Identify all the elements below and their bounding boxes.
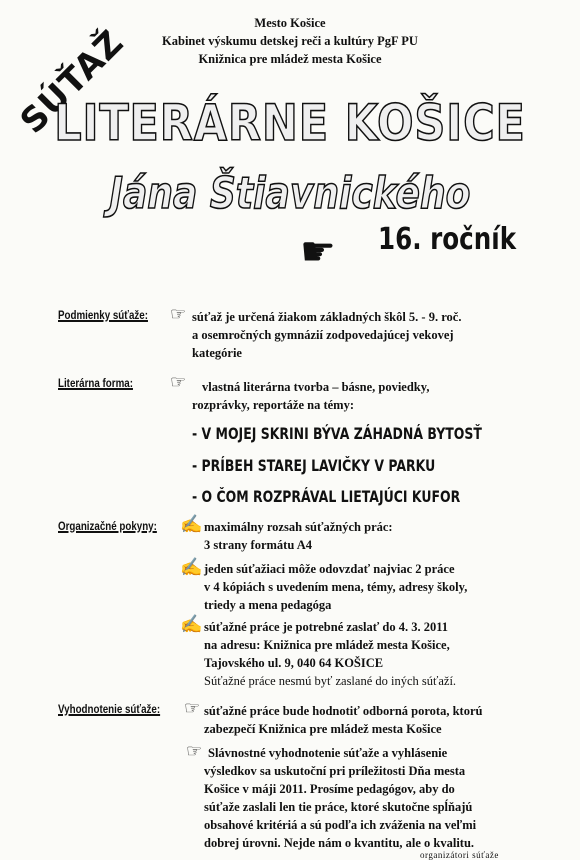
eval2-line-2: výsledkov sa uskutoční pri príležitosti Dňa mesta [204, 764, 466, 778]
instr3-line-3: Tajovského ul. 9, 040 64 KOŠICE [204, 656, 384, 670]
instr1-line-1: maximálny rozsah súťažných prác: [204, 520, 393, 534]
pointing-hand-icon: ☞ [184, 698, 201, 718]
instr2-line-3: triedy a mena pedagóga [204, 598, 332, 612]
conditions-line-2: a osemročných gymnázií zodpovedajúcej vekovej [192, 328, 454, 342]
conditions-line-1: súťaž je určená žiakom základných škôl 5. - 9. roč. [192, 310, 462, 324]
writing-hand-icon: ✍ [180, 614, 203, 634]
edition-label: 16. ročník [378, 222, 517, 257]
topic-2: - PRÍBEH STAREJ LAVIČKY V PARKU [192, 456, 436, 475]
topic-1: - V MOJEJ SKRINI BÝVA ZÁHADNÁ BYTOSŤ [192, 424, 482, 443]
eval2-line-1: Slávnostné vyhodnotenie súťaže a vyhlásenie [208, 746, 448, 760]
evaluation-label: Vyhodnotenie súťaže: [58, 704, 161, 716]
header-cabinet: Kabinet výskumu detskej reči a kultúry PgF PU [162, 34, 418, 48]
form-line-1: vlastná literárna tvorba – básne, poviedky, [202, 380, 430, 394]
conditions-line-3: kategórie [192, 346, 242, 360]
conditions-label: Podmienky súťaže: [58, 310, 148, 322]
header-library: Knižnica pre mládež mesta Košice [198, 52, 382, 66]
instr1-line-2: 3 strany formátu A4 [204, 538, 312, 552]
pointing-hand-icon: ☞ [170, 304, 187, 324]
eval2-line-4: súťaže zaslali len tie práce, ktoré skutočne spĺňajú [204, 800, 473, 814]
topic-3: - O ČOM ROZPRÁVAL LIETAJÚCI KUFOR [192, 487, 461, 506]
header-city: Mesto Košice [254, 16, 326, 30]
instructions-label: Organizačné pokyny: [58, 521, 157, 533]
contest-stamp: SÚŤAŽ [12, 22, 132, 142]
eval1-line-2: zabezpečí Knižnica pre mládež mesta Košice [204, 722, 442, 736]
eval1-line-1: súťažné práce bude hodnotiť odborná porota, ktorú [204, 704, 483, 718]
page-subtitle: Jána Štiavnického [109, 168, 471, 219]
instr2-line-1: jeden súťažiaci môže odovzdať najviac 2 práce [204, 562, 455, 576]
eval2-line-3: Košice v máji 2011. Prosíme pedagógov, aby do [204, 782, 455, 796]
pointing-hand-icon: ☞ [170, 372, 187, 392]
writing-hand-icon: ✍ [180, 514, 203, 534]
form-label: Literárna forma: [58, 378, 133, 390]
instr2-line-2: v 4 kópiách s uvedením mena, témy, adresy školy, [204, 580, 468, 594]
instr3-line-1: súťažné práce je potrebné zaslať do 4. 3. 2011 [204, 620, 449, 634]
writing-hand-icon: ✍ [180, 557, 203, 577]
form-line-2: rozprávky, reportáže na témy: [192, 398, 354, 412]
pointing-hand-icon: ☛ [300, 229, 336, 274]
page-title: LITERÁRNE KOŠICE [54, 94, 526, 152]
footer-organizers: organizátori súťaže [420, 850, 499, 860]
instr3-line-2: na adresu: Knižnica pre mládež mesta Košice, [204, 638, 450, 652]
eval2-line-6: dobrej úrovni. Nejde nám o kvantitu, ale o kvalitu. [204, 836, 475, 850]
instr3-line-4: Súťažné práce nesmú byť zaslané do iných súťaží. [204, 674, 457, 688]
eval2-line-5: obsahové kritériá a sú podľa ich zváženia na veľmi [204, 818, 477, 832]
pointing-hand-icon: ☞ [186, 741, 203, 761]
